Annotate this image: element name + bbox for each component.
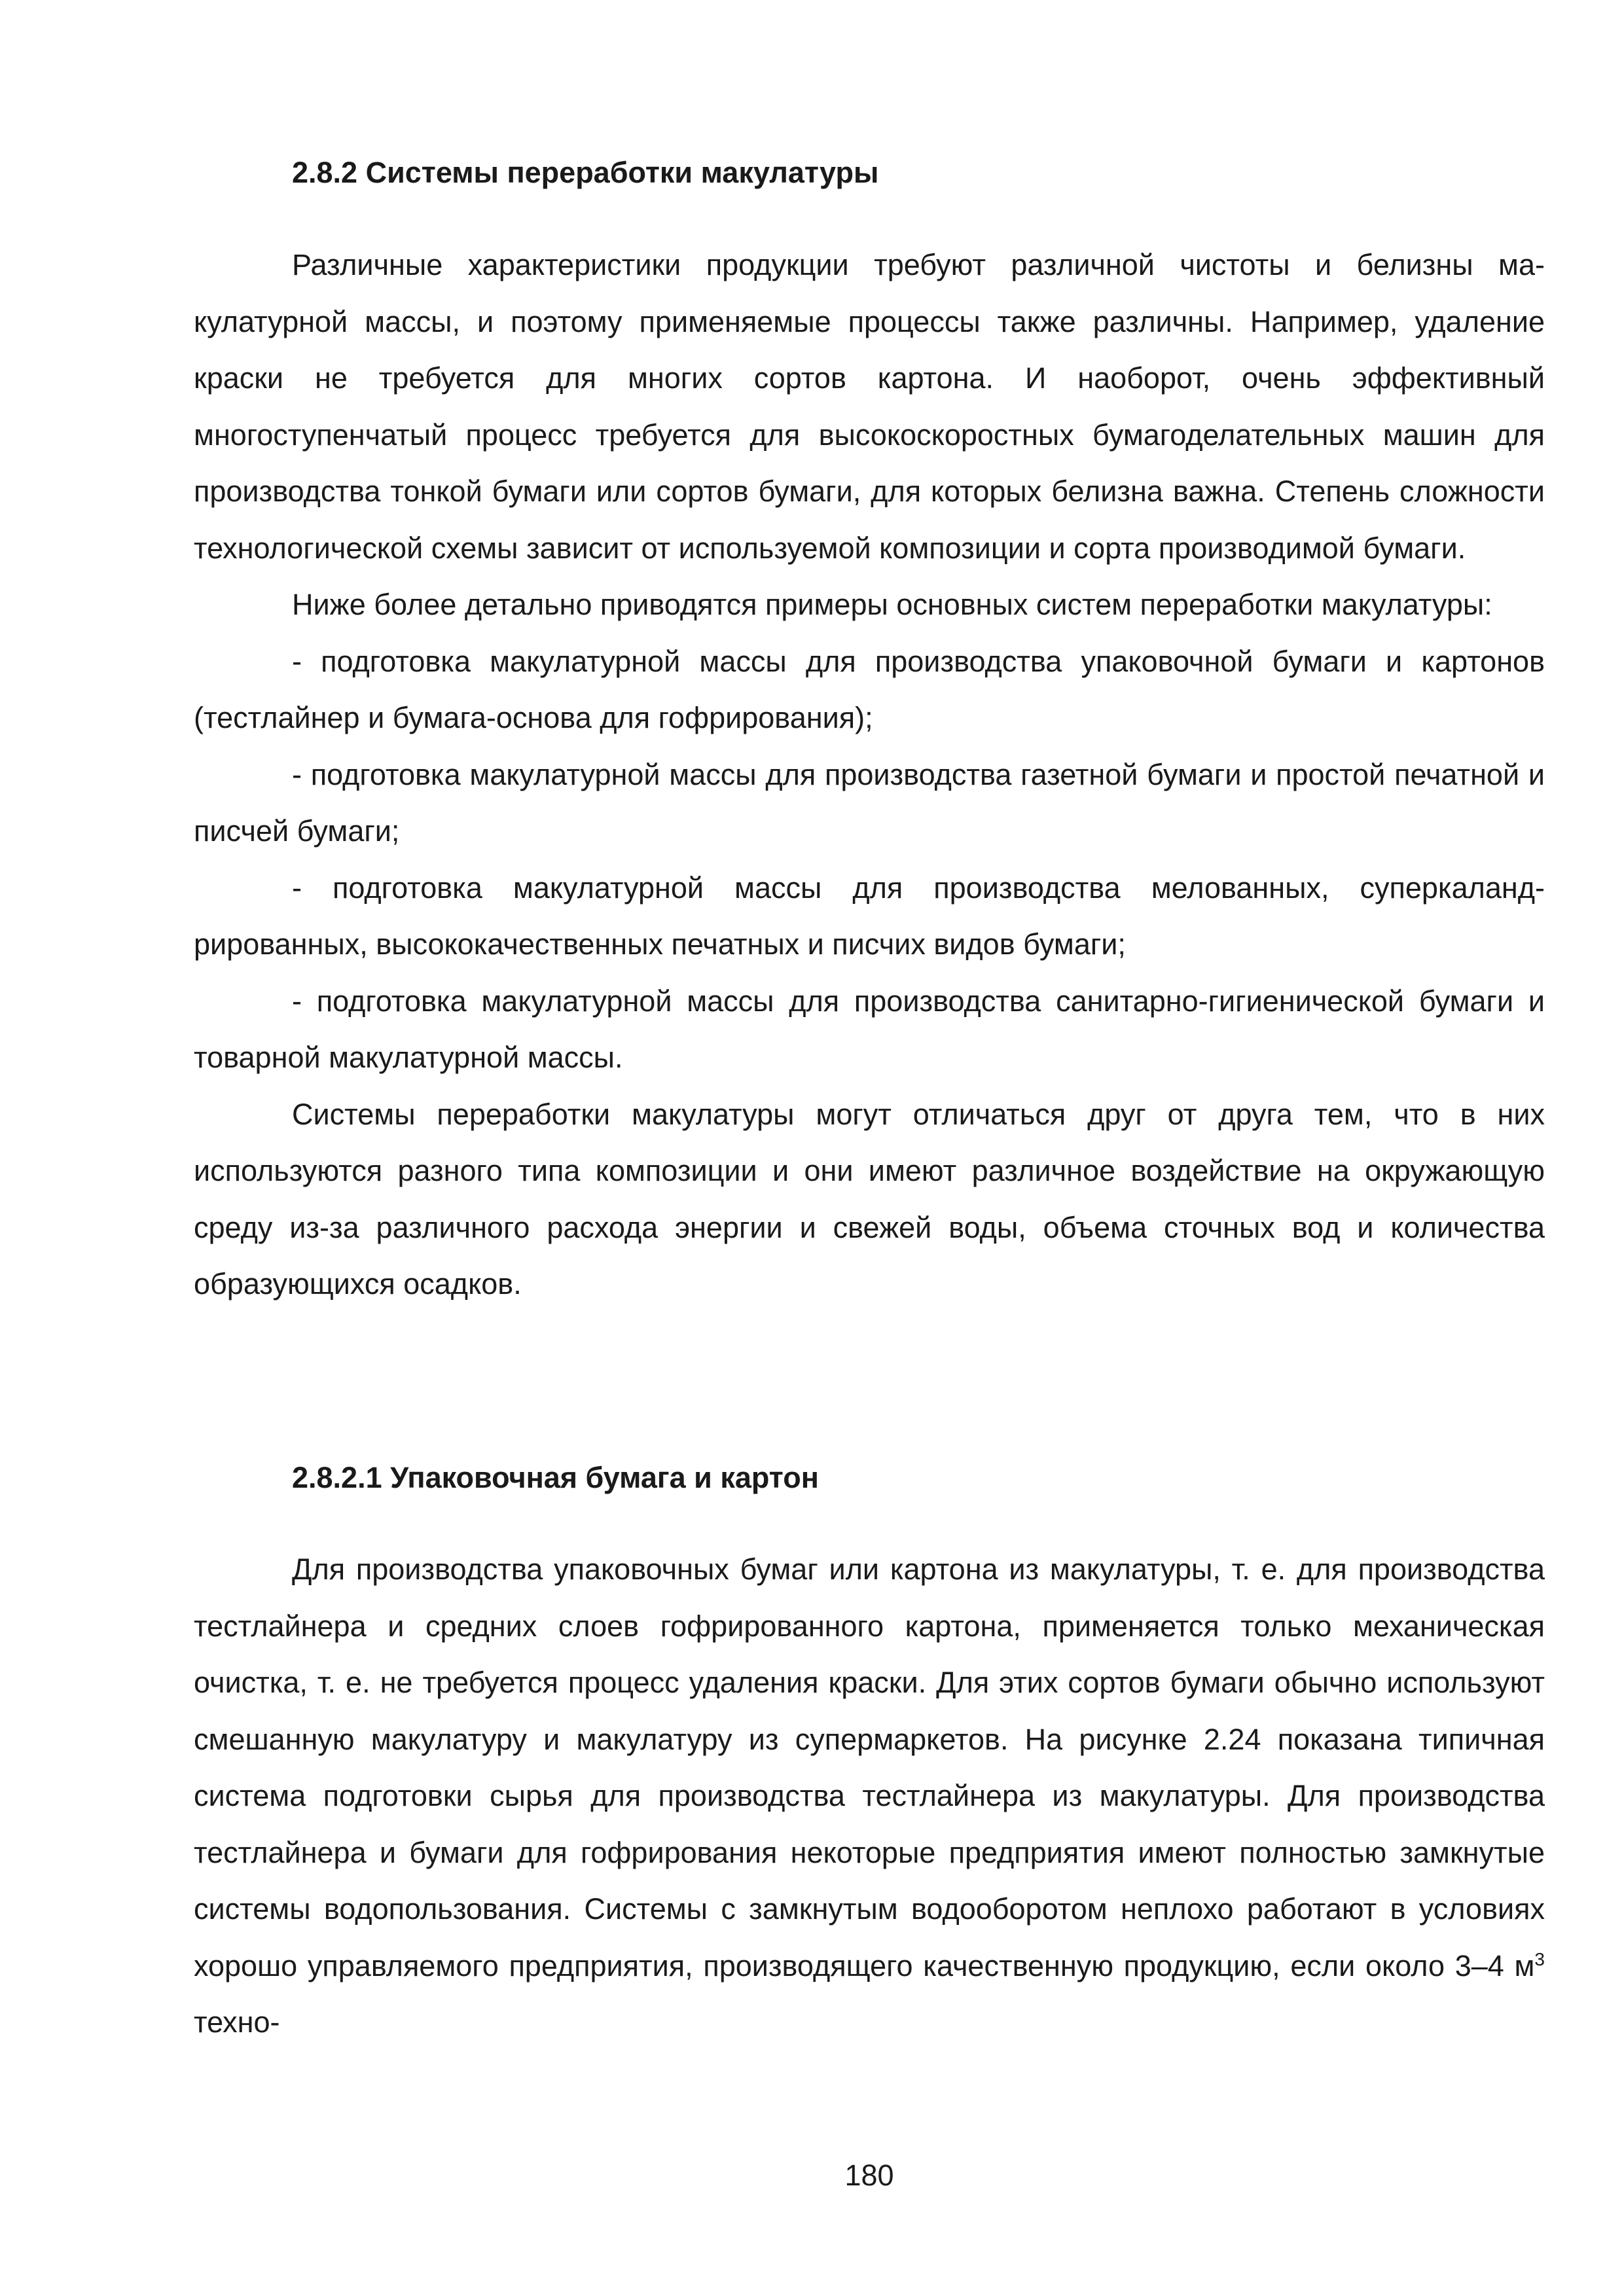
section-heading: 2.8.2 Системы переработки макулатуры xyxy=(292,156,879,189)
paragraph: Ниже более детально приводятся примеры основных систем переработки макулатуры: xyxy=(292,588,1492,621)
paragraph xyxy=(194,1541,1545,2051)
superscript: 3 xyxy=(1534,1948,1545,1969)
section-body xyxy=(194,237,1545,1313)
list-item: - подготовка макулатурной массы для производства газетной бумаги и простой печатной и писчей бумаги; xyxy=(194,757,1545,848)
paragraph-text: Для производства упаковочных бумаг или картона из макулатуры, т. е. для производства тестлайнера и средних слоев гофрированного картона, применяется только механическая очистка, т. е. не требуется процесс удаления краски. Для этих сортов бумаги обычно используют смешанную макулатуру и макулатуру из супермаркетов. На рисунке 2.24 показана типичная система подготовки сырья для производства тестлайнера из макулатуры. Для производства тестлайнера и бумаги для гофрирования некоторые предприятия имеют полностью замкнутые системы водопользования. Системы с замкнутым водооборотом неплохо работают в условиях хорошо управляемого предприятия, производящего качественную продукцию, если около 3–4 м xyxy=(194,1552,1545,1982)
page-number: 180 xyxy=(844,2159,894,2192)
paragraph: Системы переработки макулатуры могут отличаться друг от друга тем, что в них используются разного типа композиции и они имеют различное воздействие на окружающую среду из-за различного расхода энергии и свежей воды, объема сточных вод и количества образующихся осадков. xyxy=(194,1097,1545,1300)
subsection-heading: 2.8.2.1 Упаковочная бумага и картон xyxy=(292,1461,819,1494)
document-page xyxy=(194,0,1545,2296)
list-item: - подготовка макулатурной массы для производства мелованных, суперкаландрированных, высококачественных печатных и писчих видов бумаги; xyxy=(194,870,1545,961)
paragraph: Различные характеристики продукции требуют различной чистоты и белизны макулатурной массы, и поэтому применяемые процессы также различны. Например, удаление краски не требуется для многих сортов картона. И наоборот, очень эффективный многоступенчатый процесс требуется для высокоскоростных бумагоделательных машин для производства тонкой бумаги или сортов бумаги, для которых белизна важна. Степень сложности технологической схемы зависит от используемой композиции и сорта производимой бумаги. xyxy=(194,248,1545,565)
list-item: - подготовка макулатурной массы для производства упаковочной бумаги и картонов (тестлайнер и бумага-основа для гофрирования); xyxy=(194,644,1545,734)
list-item: - подготовка макулатурной массы для производства санитарно-гигиенической бумаги и товарной макулатурной массы. xyxy=(194,984,1545,1074)
subsection-body xyxy=(194,1541,1545,2051)
paragraph-tail: техно- xyxy=(194,2005,280,2039)
